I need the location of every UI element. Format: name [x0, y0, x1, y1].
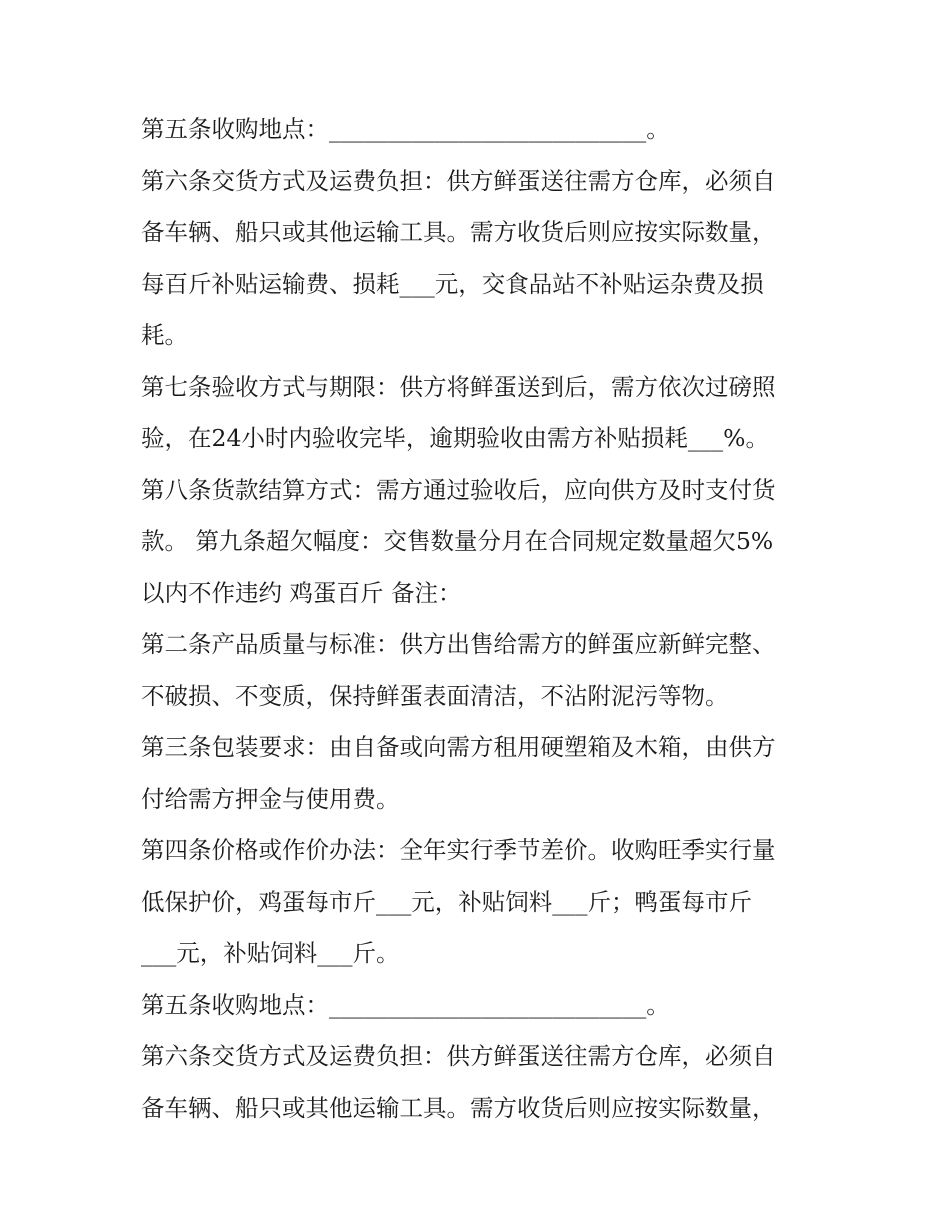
text-line: 备车辆、船只或其他运输工具。需方收货后则应按实际数量，: [141, 1093, 776, 1122]
text-line: 验，在24小时内验收完毕，逾期验收由需方补贴损耗___%。: [141, 424, 769, 452]
document-body: [141, 104, 821, 1134]
text-line: 每百斤补贴运输费、损耗___元，交食品站不补贴运杂费及损: [141, 269, 764, 298]
text-line: 第四条价格或作价办法：全年实行季节差价。收购旺季实行量: [141, 836, 776, 864]
text-line: 以内不作违约 鸡蛋百斤 备注：: [141, 578, 462, 607]
text-line: 耗。: [141, 321, 188, 349]
text-line: 备车辆、船只或其他运输工具。需方收货后则应按实际数量，: [141, 218, 776, 246]
text-line: ___元，补贴饲料___斤。: [141, 939, 400, 967]
text-line: 第六条交货方式及运费负担：供方鲜蛋送往需方仓库，必须自: [141, 166, 776, 195]
text-line: 第三条包装要求：由自备或向需方租用硬塑箱及木箱，由供方: [141, 733, 776, 761]
text-line: 第七条验收方式与期限：供方将鲜蛋送到后，需方依次过磅照: [141, 372, 776, 401]
text-line: 不破损、不变质，保持鲜蛋表面清洁，不沾附泥污等物。: [141, 681, 729, 710]
text-line: 第二条产品质量与标准：供方出售给需方的鲜蛋应新鲜完整、: [141, 630, 776, 658]
text-line: 第八条货款结算方式：需方通过验收后，应向供方及时支付货: [141, 475, 776, 504]
text-line: 款。 第九条超欠幅度：交售数量分月在合同规定数量超欠5%: [141, 527, 774, 555]
text-line: 付给需方押金与使用费。: [141, 784, 400, 813]
text-line: 第六条交货方式及运费负担：供方鲜蛋送往需方仓库，必须自: [141, 1042, 776, 1070]
text-line: 第五条收购地点：___________________________。: [141, 990, 670, 1019]
text-line: 低保护价，鸡蛋每市斤___元，补贴饲料___斤；鸭蛋每市斤: [141, 887, 752, 916]
text-line: 第五条收购地点：___________________________。: [141, 115, 670, 143]
